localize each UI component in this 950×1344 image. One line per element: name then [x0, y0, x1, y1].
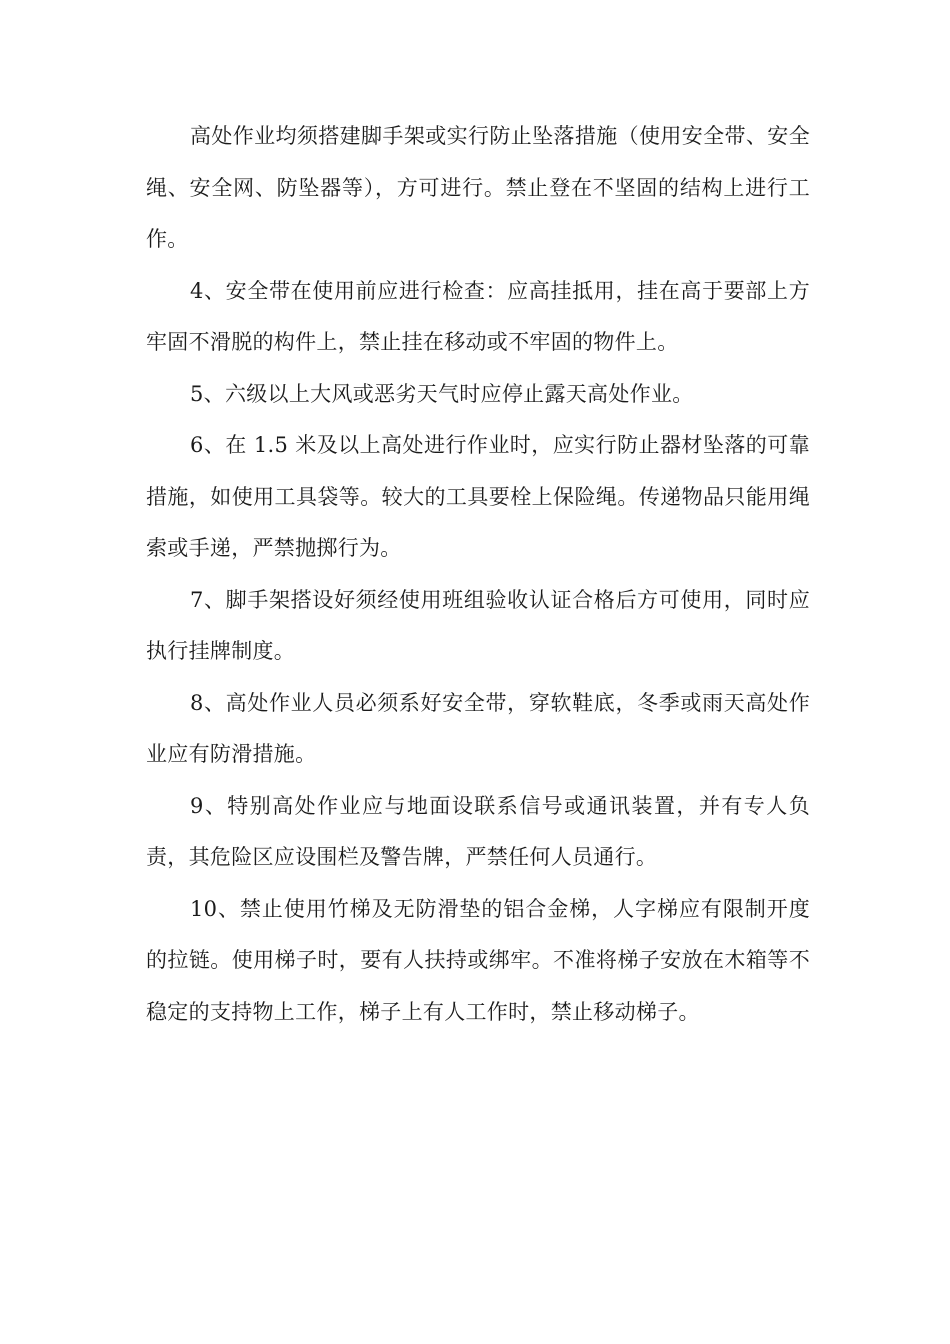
paragraph-item-6: 6、在 1.5 米及以上高处进行作业时，应实行防止器材坠落的可靠措施，如使用工具袋等。较大的工具要栓上保险绳。传递物品只能用绳索或手递，严禁抛掷行为。 [146, 433, 810, 560]
paragraph-item-8: 8、高处作业人员必须系好安全带，穿软鞋底，冬季或雨天高处作业应有防滑措施。 [146, 690, 810, 766]
paragraph-item-7: 7、脚手架搭设好须经使用班组验收认证合格后方可使用，同时应执行挂牌制度。 [146, 587, 810, 663]
paragraph-intro: 高处作业均须搭建脚手架或实行防止坠落措施（使用安全带、安全绳、安全网、防坠器等），方可进行。禁止登在不坚固的结构上进行工作。 [146, 124, 810, 251]
document-body [146, 111, 810, 1038]
paragraph-item-10: 10、禁止使用竹梯及无防滑垫的铝合金梯，人字梯应有限制开度的拉链。使用梯子时，要有人扶持或绑牢。不准将梯子安放在木箱等不稳定的支持物上工作，梯子上有人工作时，禁止移动梯子。 [146, 896, 810, 1024]
paragraph-item-5: 5、六级以上大风或恶劣天气时应停止露天高处作业。 [190, 381, 694, 406]
paragraph-item-9: 9、特别高处作业应与地面设联系信号或通讯装置，并有专人负责，其危险区应设围栏及警告牌，严禁任何人员通行。 [146, 793, 810, 869]
paragraph-item-4: 4、安全带在使用前应进行检查：应高挂抵用，挂在高于要部上方牢固不滑脱的构件上，禁止挂在移动或不牢固的物件上。 [146, 278, 810, 354]
